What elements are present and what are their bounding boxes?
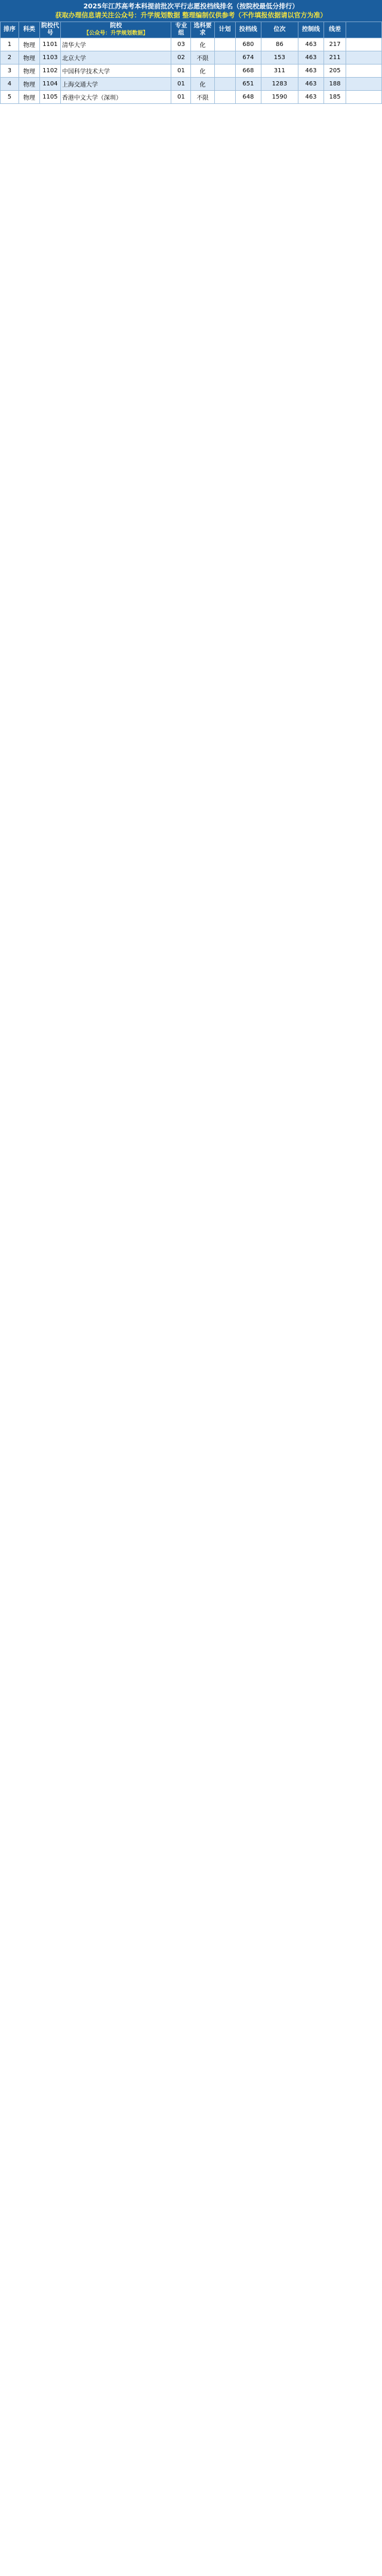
cell-name: 中国科学技术大学 — [60, 65, 171, 78]
cell-pos: 1590 — [261, 91, 298, 104]
header-code: 院校代号 — [39, 22, 60, 38]
cell-line: 463 — [298, 65, 324, 78]
header-rank: 排序 — [1, 22, 19, 38]
cell-req: 化 — [191, 78, 214, 91]
header-name-subtag: 【公众号：升学规划数据】 — [84, 30, 149, 36]
cell-subject: 物理 — [19, 65, 39, 78]
header-group: 专业组 — [171, 22, 191, 38]
header-name — [60, 22, 171, 38]
cell-rank: 3 — [1, 65, 19, 78]
cell-score: 668 — [235, 65, 261, 78]
cell-rank: 5 — [1, 91, 19, 104]
header-plan: 计划 — [214, 22, 235, 38]
cell-code: 1102 — [39, 65, 60, 78]
title-banner — [0, 0, 382, 22]
cell-score: 680 — [235, 38, 261, 51]
cell-extra — [346, 78, 382, 91]
cell-rank: 1 — [1, 38, 19, 51]
table-body — [1, 38, 382, 104]
cell-score: 674 — [235, 51, 261, 65]
cell-name: 清华大学 — [60, 38, 171, 51]
cell-group: 01 — [171, 91, 191, 104]
banner-line-2: 获取办理信息请关注公众号：升学规划数据 整理编制仅供参考（不作填报依据请以官方为准） — [55, 11, 327, 19]
cell-score: 648 — [235, 91, 261, 104]
cell-group: 02 — [171, 51, 191, 65]
cell-pos: 153 — [261, 51, 298, 65]
cell-subject: 物理 — [19, 51, 39, 65]
header-req: 选科要求 — [191, 22, 214, 38]
cell-pos: 1283 — [261, 78, 298, 91]
cell-rank: 4 — [1, 78, 19, 91]
cell-req: 不限 — [191, 91, 214, 104]
cell-code: 1101 — [39, 38, 60, 51]
cell-req: 化 — [191, 38, 214, 51]
cell-extra — [346, 91, 382, 104]
cell-rank: 2 — [1, 51, 19, 65]
cell-name: 香港中文大学（深圳） — [60, 91, 171, 104]
cell-diff: 205 — [324, 65, 346, 78]
cell-subject: 物理 — [19, 91, 39, 104]
cell-code: 1105 — [39, 91, 60, 104]
cell-name: 上海交通大学 — [60, 78, 171, 91]
cell-plan — [214, 65, 235, 78]
header-extra — [346, 22, 382, 38]
cell-line: 463 — [298, 51, 324, 65]
cell-subject: 物理 — [19, 78, 39, 91]
table-row — [1, 38, 382, 51]
cell-extra — [346, 38, 382, 51]
table-header — [1, 22, 382, 38]
header-diff: 线差 — [324, 22, 346, 38]
header-score: 投档线 — [235, 22, 261, 38]
cell-line: 463 — [298, 38, 324, 51]
cell-subject: 物理 — [19, 38, 39, 51]
header-pos: 位次 — [261, 22, 298, 38]
cell-plan — [214, 51, 235, 65]
cell-pos: 311 — [261, 65, 298, 78]
table-row — [1, 51, 382, 65]
cell-group: 01 — [171, 78, 191, 91]
cell-line: 463 — [298, 78, 324, 91]
cell-diff: 211 — [324, 51, 346, 65]
header-line: 控制线 — [298, 22, 324, 38]
cell-score: 651 — [235, 78, 261, 91]
cell-plan — [214, 78, 235, 91]
cell-plan — [214, 38, 235, 51]
cell-diff: 185 — [324, 91, 346, 104]
cell-req: 化 — [191, 65, 214, 78]
banner-line-1: 2025年江苏高考本科提前批次平行志愿投档线排名（按院校最低分排行） — [83, 2, 299, 10]
cell-req: 不限 — [191, 51, 214, 65]
table-row — [1, 91, 382, 104]
cell-extra — [346, 51, 382, 65]
cell-code: 1103 — [39, 51, 60, 65]
admission-table — [0, 22, 382, 104]
cell-group: 01 — [171, 65, 191, 78]
table-row — [1, 78, 382, 91]
cell-plan — [214, 91, 235, 104]
header-name-label: 院校 — [110, 23, 122, 29]
cell-pos: 86 — [261, 38, 298, 51]
cell-line: 463 — [298, 91, 324, 104]
cell-extra — [346, 65, 382, 78]
cell-diff: 217 — [324, 38, 346, 51]
cell-diff: 188 — [324, 78, 346, 91]
header-subject: 科类 — [19, 22, 39, 38]
cell-code: 1104 — [39, 78, 60, 91]
cell-name: 北京大学 — [60, 51, 171, 65]
table-row — [1, 65, 382, 78]
cell-group: 03 — [171, 38, 191, 51]
